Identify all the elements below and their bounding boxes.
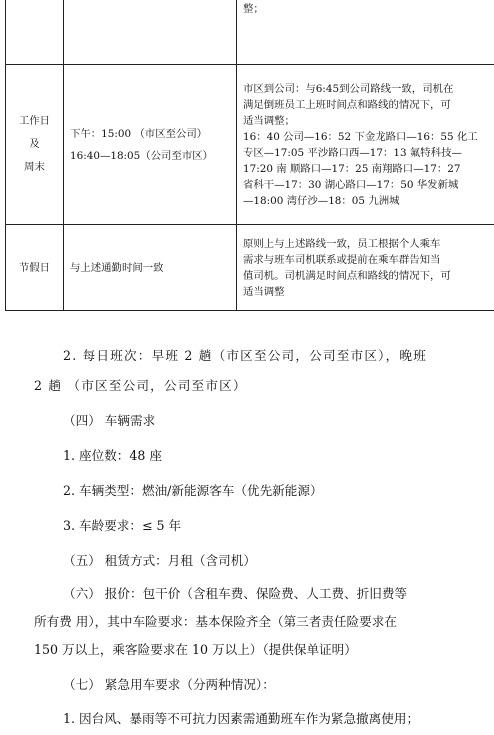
section-6-line3: 150 万以上，乘客险要求在 10 万以上）（提供保单证明）: [34, 642, 357, 657]
schedule-line: 下午：15:00 （市区至公司）: [70, 127, 208, 140]
route-note-line: 省科干—17：30 湖心路口—17：50 华发新城: [243, 178, 459, 191]
section-4-title: （四） 车辆需求: [63, 413, 156, 428]
section-7-item1: 1. 因台风、暴雨等不可抗力因素需通勤班车作为紧急撤离使用；: [63, 711, 420, 726]
route-note-line: 需求与班车司机联系或提前在乘车群告知当: [243, 253, 441, 266]
route-note-line: 17:20 南 顺路口—17：25 南翔路口—17：27: [243, 162, 461, 175]
table-cell-empty: [64, 0, 237, 65]
table-cell-route-notes: [237, 225, 494, 311]
route-note-line: 16：40 公司—16：52 下金龙路口—16：55 化工: [243, 130, 478, 143]
route-note-line: 适当调整: [243, 285, 285, 298]
section-7-title: （七） 紧急用车要求（分两种情况）：: [63, 677, 275, 692]
row-header-line: 周末: [24, 161, 45, 173]
table-cell-route-notes: [237, 65, 494, 225]
table-cell-schedule: 与上述通勤时间一致: [64, 225, 237, 311]
section-6-line2: 所有费 用），其中车险要求：基本保险齐全（第三者责任险要求在: [34, 614, 397, 629]
route-note-line: 市区到公司：与6:45到公司路线一致，司机在: [243, 82, 454, 95]
table-cell-schedule: [64, 65, 237, 225]
section-6-line1: （六） 报价：包干价（含租车费、保险费、人工费、折旧费等: [63, 586, 408, 601]
table-row: [6, 65, 494, 225]
row-header-line: 及: [29, 138, 40, 150]
row-header-workday: [6, 65, 64, 225]
route-note-line: 原则上与上述路线一致，员工根据个人乘车: [243, 237, 441, 250]
route-note-line: 专区—17:05 平沙路口西—17：13 氟特科技—: [243, 146, 462, 159]
route-note-line: 值司机。司机满足时间点和路线的情况下，可: [243, 269, 451, 282]
route-note-line: 满足倒班员工上班时间点和路线的情况下，可: [243, 98, 451, 111]
daily-shifts-line1: 2. 每日班次：早班 2 趟（市区至公司，公司至市区），晚班: [63, 348, 427, 363]
route-note-line: —18:00 湾仔沙—18：05 九洲城: [243, 194, 400, 207]
route-note-line: 适当调整；: [243, 114, 295, 127]
row-header-line: 工作日: [18, 115, 51, 127]
section-5-lease: （五） 租赁方式：月租（含司机）: [63, 553, 256, 568]
row-header-holiday: 节假日: [6, 225, 64, 311]
bus-schedule-table: [5, 0, 494, 311]
vehicle-type: 2. 车辆类型：燃油/新能源客车（优先新能源）: [63, 483, 323, 498]
schedule-line: 16:40—18:05（公司至市区）: [70, 149, 214, 162]
table-cell-empty: [6, 0, 64, 65]
table-cell-route-tail: [237, 0, 494, 65]
daily-shifts-line2: 2 趟 （市区至公司，公司至市区）: [34, 378, 247, 393]
table-row: [6, 225, 494, 311]
table-row: [6, 0, 494, 65]
vehicle-age: 3. 车龄要求：≤ 5 年: [63, 518, 182, 533]
seat-count: 1. 座位数：48 座: [63, 448, 163, 463]
route-tail-text: 整；: [243, 3, 264, 15]
